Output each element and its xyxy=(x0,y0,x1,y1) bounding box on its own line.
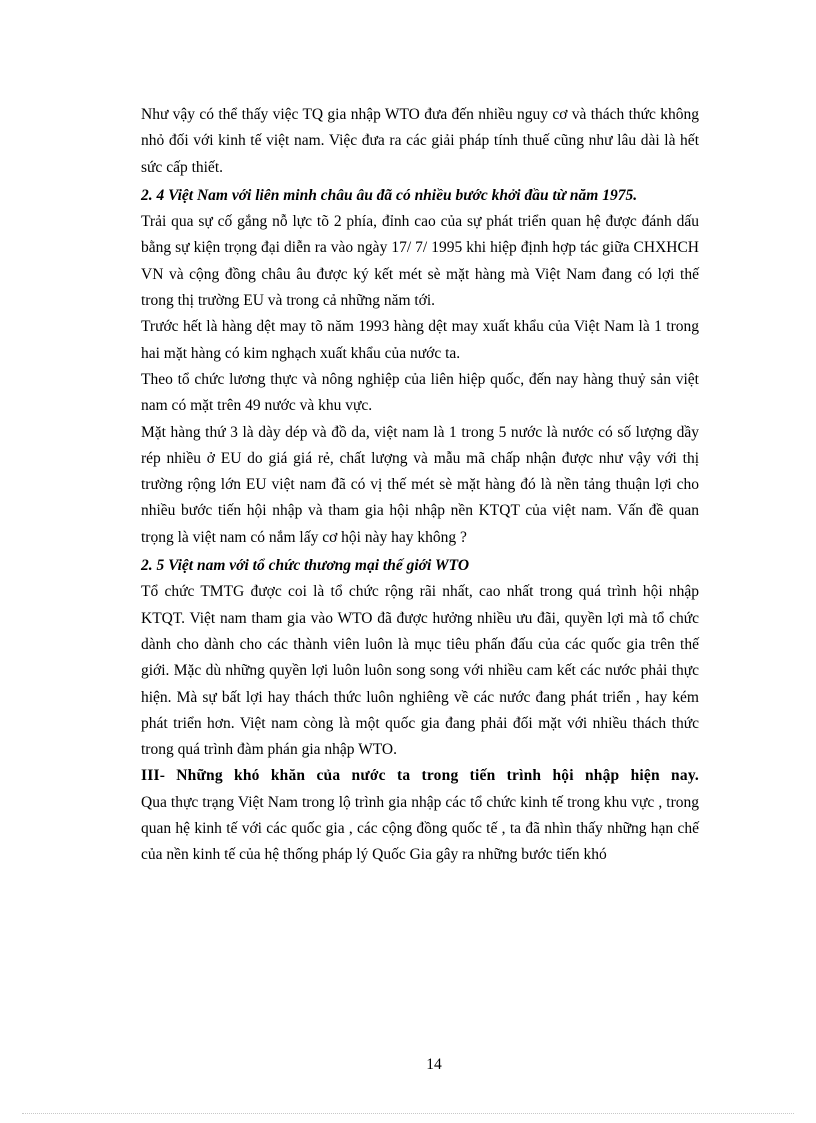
page-body xyxy=(141,102,699,869)
paragraph-difficulties: Qua thực trạng Việt Nam trong lộ trình gia nhập các tổ chức kinh tế trong khu vực , trong quan hệ kinh tế với các quốc gia , các cộng đồng quốc tế , ta đã nhìn thấy những hạn chế của nền kinh tế của hệ thống pháp lý Quốc Gia gây ra những bước tiến khó xyxy=(141,793,699,864)
paragraph-eu-relations: Trải qua sự cố gắng nỗ lực tõ 2 phía, đỉnh cao của sự phát triển quan hệ được đánh dấu bằng sự kiện trọng đại diễn ra vào ngày 17/ 7/ 1995 khi hiệp định hợp tác giữa CHXHCH VN và cộng đồng châu âu được ký kết mét sè mặt hàng mà Việt Nam đang có lợi thế trong thị trường EU và trong cả những năm tới. xyxy=(141,213,699,310)
paragraph-footwear: Mặt hàng thứ 3 là dày dép và đồ da, việt nam là 1 trong 5 nước là nước có số lượng dầy rép nhiều ở EU do giá giá rẻ, chất lượng và mẫu mã chấp nhận được như vậy với thị trường rộng lớn EU việt nam đã có vị thế mét sè mặt hàng đó là nền tảng thuận lợi cho nhiều bước tiến hội nhập và tham gia hội nhập nền KTQT của việt nam. Vấn đề quan trọng là việt nam có nắm lấy cơ hội này hay không ? xyxy=(141,423,699,546)
section-heading-iii: III- Những khó khăn của nước ta trong tiến trình hội nhập hiện nay. xyxy=(141,767,699,785)
page-number: 14 xyxy=(426,1056,442,1073)
paragraph-tq-wto: Như vậy có thể thấy việc TQ gia nhập WTO đưa đến nhiều nguy cơ và thách thức không nhỏ đối với kinh tế việt nam. Việc đưa ra các giải pháp tính thuế cũng như lâu dài là hết sức cấp thiết. xyxy=(141,106,699,176)
paragraph-wto: Tổ chức TMTG được coi là tổ chức rộng rãi nhất, cao nhất trong quá trình hội nhập KTQT. Việt nam tham gia vào WTO đã được hưởng nhiều ưu đãi, quyền lợi mà tổ chức dành cho dành cho các thành viên luôn là mục tiêu phấn đấu của các quốc gia trên thế giới. Mặc dù những quyền lợi luôn luôn song song với nhiều cam kết các nước phải thực hiện. Mà sự bất lợi hay thách thức luôn nghiêng về các nước đang phát triển , hay kém phát triển hơn. Việt nam còng là một quốc gia đang phải đối mặt với nhiều thách thức trong quá trình đàm phán gia nhập WTO. xyxy=(141,583,699,759)
paragraph-seafood: Theo tổ chức lương thực và nông nghiệp của liên hiệp quốc, đến nay hàng thuỷ sản việt nam có mặt trên 49 nước và khu vực. xyxy=(141,370,699,415)
page-bottom-border xyxy=(22,1113,794,1114)
section-heading-2-4: 2. 4 Việt Nam với liên minh châu âu đã có nhiều bước khởi đầu từ năm 1975. xyxy=(141,186,638,204)
paragraph-textiles: Trước hết là hàng dệt may tõ năm 1993 hàng dệt may xuất khẩu của Việt Nam là 1 trong hai mặt hàng có kim nghạch xuất khẩu của nước ta. xyxy=(141,318,699,362)
section-heading-2-5: 2. 5 Việt nam với tổ chức thương mại thế giới WTO xyxy=(141,557,470,575)
